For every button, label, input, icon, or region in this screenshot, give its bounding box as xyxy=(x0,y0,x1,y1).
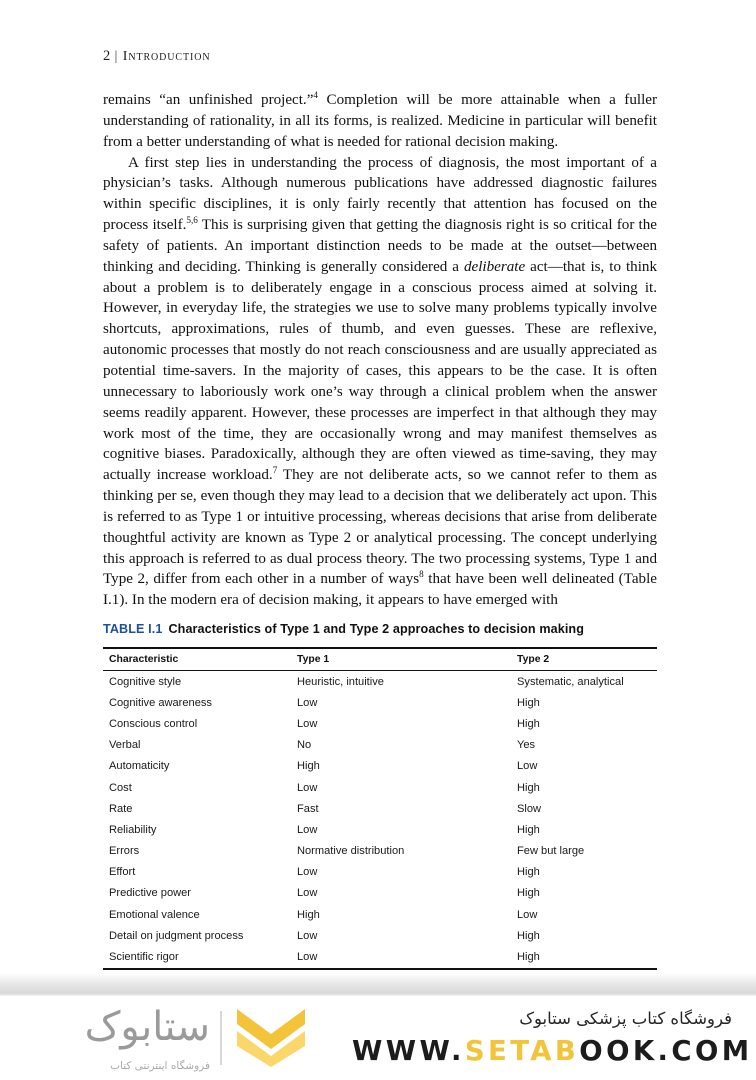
footnote-ref-4: 4 xyxy=(313,89,319,100)
paragraph-1 xyxy=(103,90,657,153)
p2-text-e: that have been well delineated (Table I.1). In the modern era of decision making, it appears to have emerged with xyxy=(103,571,657,609)
chapter-title: Introduction xyxy=(122,49,211,64)
cell-type-1: Low xyxy=(297,887,318,900)
cell-type-2: High xyxy=(517,929,540,942)
watermark-text-block xyxy=(352,1006,753,1068)
table-header-row xyxy=(103,648,657,671)
cell-characteristic: Scientific rigor xyxy=(103,946,291,969)
table-number: TABLE I.1 xyxy=(103,622,163,636)
p2-text-a: A first step lies in understanding the process of diagnosis, the most important of a physician’s tasks. Although numerous publications have addressed diagnostic failures within specific disciplines, it is only fairly recently that attention has focused on the process itself. xyxy=(103,154,657,234)
table-row xyxy=(103,862,657,883)
cell-type-1: Low xyxy=(297,866,318,879)
table-caption xyxy=(103,622,657,636)
cell-type-1: Low xyxy=(297,781,318,794)
cell-type-1: Low xyxy=(297,696,318,709)
cell-type-2: High xyxy=(511,946,657,969)
column-header-type-2: Type 2 xyxy=(511,648,657,671)
footnote-ref-5-6: 5,6 xyxy=(186,215,198,226)
logo-persian-name-text: ستابوک xyxy=(84,1004,210,1050)
body-text xyxy=(103,90,657,611)
p2-text-c: act—that is, to think about a problem is to deliberately engage in a conscious process aimed at solving it. However, in everyday life, the strategies we use to solve many problems typically involve shortcuts, approximations, rules of thumb, and even guesses. These are reflexive, autonomic processes that mostly do not reach consciousness and are usually appreciated as potential time-savers. In the majority of cases, this appears to be the case. It is often unnecessary to laboriously work one’s way through a clinical problem when the answer seems readily apparent. However, these processes are imperfect in that although they may work most of the time, they are occasionally wrong and may manifest themselves as cognitive biases. Paradoxically, although they are often viewed as time-saving, they may actually increase workload. xyxy=(103,258,657,484)
table-row xyxy=(103,671,657,693)
cell-type-2: High xyxy=(517,823,540,836)
cell-characteristic: Cognitive awareness xyxy=(109,696,212,709)
setabook-logo xyxy=(58,1002,310,1074)
table-body xyxy=(103,671,657,970)
emphasis-deliberate: deliberate xyxy=(463,258,526,275)
cell-type-1: No xyxy=(297,739,312,752)
cell-type-1: Low xyxy=(297,929,318,942)
cell-type-2: Few but large xyxy=(517,845,585,858)
table-row xyxy=(103,904,657,925)
running-head xyxy=(103,48,210,65)
url-suffix: OOK.COM xyxy=(579,1035,753,1067)
cell-type-1: Low xyxy=(297,717,318,730)
footnote-ref-7: 7 xyxy=(272,465,278,476)
cell-characteristic: Rate xyxy=(109,802,133,815)
cell-characteristic: Effort xyxy=(109,866,136,879)
table-row xyxy=(103,777,657,798)
url-brand-b: B xyxy=(554,1035,580,1067)
table-row xyxy=(103,819,657,840)
characteristics-table xyxy=(103,647,657,970)
running-head-separator: | xyxy=(114,48,118,63)
cell-characteristic: Predictive power xyxy=(109,887,192,900)
cell-type-2: High xyxy=(517,887,540,900)
cell-characteristic: Errors xyxy=(109,845,140,858)
cell-characteristic: Cognitive style xyxy=(109,675,182,688)
paragraph-2 xyxy=(103,153,657,612)
table-row xyxy=(103,735,657,756)
cell-type-2: Systematic, analytical xyxy=(517,675,624,688)
column-header-type-1: Type 1 xyxy=(291,648,511,671)
p2-text-d: They are not deliberate acts, so we cannot refer to them as thinking per se, even though they may lead to a decision that we deliberately act upon. This is referred to as Type 1 or intuitive processing, whereas decisions that arise from deliberate thoughtful activity are known as Type 2 or analytical processing. The concept underlying this approach is referred to as dual process theory. The two processing systems, Type 1 and Type 2, differ from each other in a number of ways xyxy=(103,467,657,588)
watermark-footer xyxy=(0,996,756,1080)
url-brand-seta: SETA xyxy=(464,1035,555,1067)
cell-type-1: Heuristic, intuitive xyxy=(297,675,384,688)
cell-type-1: Normative distribution xyxy=(297,845,405,858)
cell-type-2: High xyxy=(517,696,540,709)
p1-text-a: remains “an unfinished project.” xyxy=(103,92,314,108)
page-number: 2 xyxy=(103,48,111,64)
cell-characteristic: Automaticity xyxy=(109,760,170,773)
footnote-ref-8: 8 xyxy=(419,569,424,580)
url-prefix: WWW. xyxy=(352,1035,465,1067)
p1-text-b: Completion will be more attainable when a fuller understanding of rationality, in all its forms, is realized. Medicine in particular will benefit from a better understanding of what is needed for rational decision making. xyxy=(103,92,657,150)
cell-characteristic: Emotional valence xyxy=(109,908,200,921)
logo-wordmark xyxy=(58,1003,210,1073)
cell-type-1: Low xyxy=(291,946,511,969)
table-row xyxy=(103,798,657,819)
table-caption-text: Characteristics of Type 1 and Type 2 approaches to decision making xyxy=(168,622,585,636)
cell-characteristic: Detail on judgment process xyxy=(109,929,244,942)
table-block xyxy=(103,622,657,990)
cell-type-2: Low xyxy=(517,908,538,921)
table-row xyxy=(103,756,657,777)
table-row xyxy=(103,925,657,946)
p2-text-b: This is surprising given that getting the diagnosis right is so critical for the safety of patients. An important distinction needs to be made at the outset—between thinking and deciding. Thinking is generally considered a xyxy=(103,217,657,275)
cell-type-1: Fast xyxy=(297,802,319,815)
table-row xyxy=(103,883,657,904)
double-chevron-icon xyxy=(235,1007,307,1069)
table-row xyxy=(103,946,657,969)
cell-characteristic: Reliability xyxy=(109,823,157,836)
logo-divider xyxy=(220,1011,222,1065)
cell-type-1: High xyxy=(297,908,320,921)
cell-characteristic: Cost xyxy=(109,781,132,794)
cell-type-1: High xyxy=(297,760,320,773)
cell-type-2: Slow xyxy=(517,802,542,815)
table-row xyxy=(103,841,657,862)
cell-type-2: Yes xyxy=(517,739,536,752)
watermark-url xyxy=(352,1034,753,1068)
cell-type-2: High xyxy=(517,866,540,879)
watermark-tagline-text: فروشگاه کتاب پزشکی ستابوک xyxy=(519,1009,732,1028)
cell-characteristic: Verbal xyxy=(109,739,141,752)
watermark-tagline xyxy=(352,1006,732,1032)
cell-type-2: Low xyxy=(517,760,538,773)
cell-type-2: High xyxy=(517,717,540,730)
table-row xyxy=(103,692,657,713)
cell-type-1: Low xyxy=(297,823,318,836)
page-edge-shadow xyxy=(0,973,756,996)
logo-persian-name xyxy=(58,1005,210,1049)
cell-type-2: High xyxy=(517,781,540,794)
table-row xyxy=(103,713,657,734)
column-header-characteristic: Characteristic xyxy=(103,648,291,671)
cell-characteristic: Conscious control xyxy=(109,717,198,730)
logo-persian-subtitle: فروشگاه اینترنتی کتاب xyxy=(110,1060,210,1072)
